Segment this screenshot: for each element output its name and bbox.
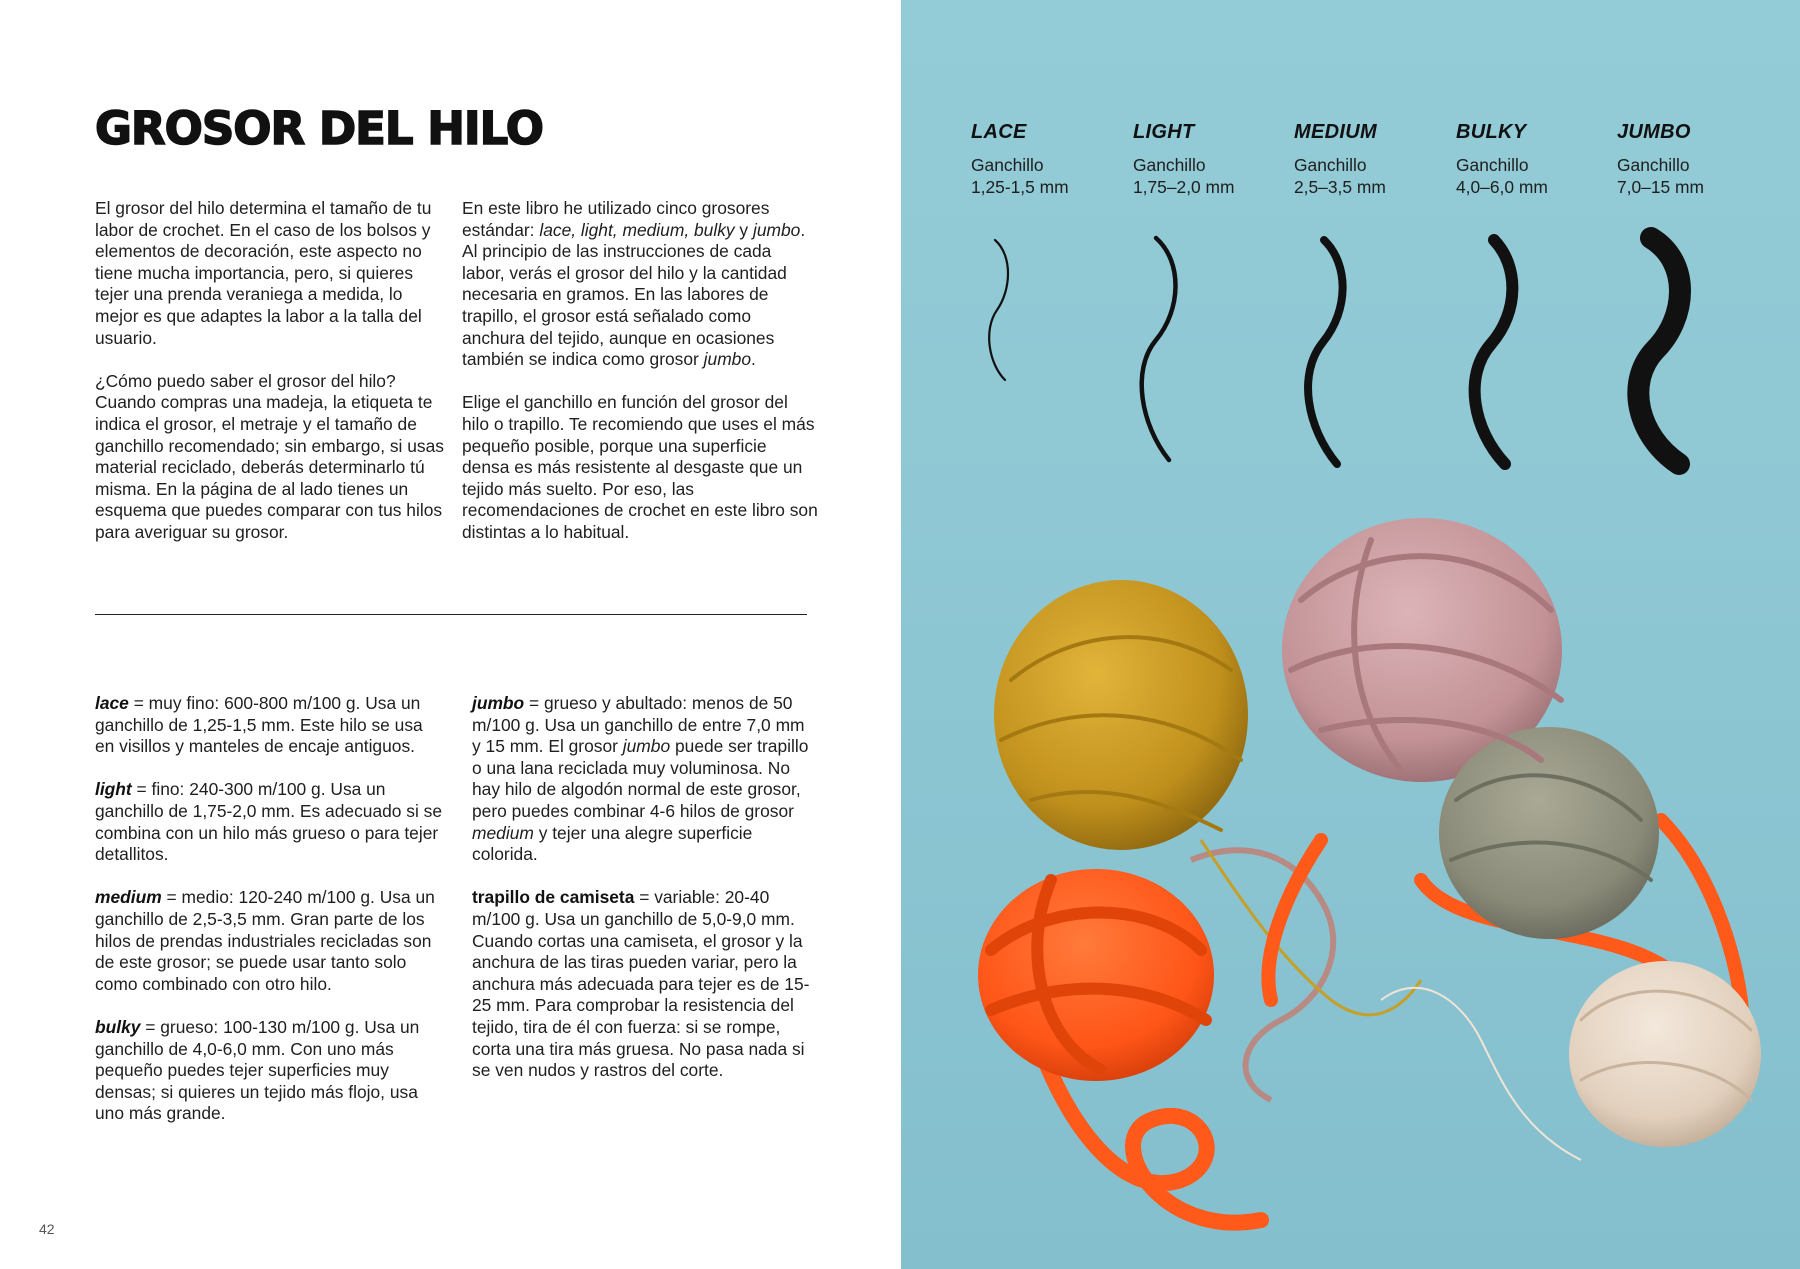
weight-hook-size: 1,75–2,0 mm [1133, 177, 1235, 197]
intro-right-column [462, 198, 818, 544]
intro-paragraph: ¿Cómo puedo saber el grosor del hilo? Cuando compras una madeja, la etiqueta te indica el grosor, el metraje y el tamaño de ganchillo recomendado; sin embargo, si usas material reciclado, deberás determinarlo tú misma. En la página de al lado tienes un esquema que puedes comparar con tus hilos para averiguar su grosor. [95, 370, 444, 542]
definition-light: light = fino: 240-300 m/100 g. Usa un ganchillo de 1,75-2,0 mm. Es adecuado si se combina con un hilo más grueso o para tejer detallitos. [95, 779, 443, 865]
section-divider [95, 614, 807, 615]
intro-left-column [95, 198, 445, 544]
intro-paragraph: Elige el ganchillo en función del grosor del hilo o trapillo. Te recomiendo que uses el más pequeño posible, porque una superficie densa es más resistente al desgaste que un tejido más suelto. Por eso, las recomendaciones de crochet en este libro son distintas a lo habitual. [462, 392, 818, 542]
yarn-balls-photo [901, 480, 1800, 1269]
weight-hook-label: Ganchillo [1617, 155, 1690, 175]
squiggle-medium-icon [1308, 240, 1343, 464]
squiggle-jumbo-icon [1638, 238, 1680, 464]
weight-name: BULKY [1456, 121, 1527, 143]
right-page [901, 0, 1800, 1269]
weight-hook-label: Ganchillo [1456, 155, 1529, 175]
definition-lace: lace = muy fino: 600-800 m/100 g. Usa un ganchillo de 1,25-1,5 mm. Este hilo se usa en visillos y manteles de encaje antiguos. [95, 693, 423, 757]
yarn-ball-cream [1569, 961, 1761, 1147]
page-title: GROSOR DEL HILO [95, 102, 543, 155]
loose-cream-thread [1381, 988, 1581, 1160]
weight-hook-size: 4,0–6,0 mm [1456, 177, 1548, 197]
weight-hook-label: Ganchillo [1294, 155, 1367, 175]
thread-thickness-illustration [901, 0, 1800, 500]
intro-paragraph: El grosor del hilo determina el tamaño de tu labor de crochet. En el caso de los bolsos y elementos de decoración, este aspecto no tiene mucha importancia, pero, si quieres tejer una prenda veraniega a medida, lo mejor es que adaptes la labor a la talla del usuario. [95, 198, 432, 348]
weight-name: LACE [971, 121, 1027, 143]
yarn-ball-orange [978, 869, 1214, 1081]
squiggle-bulky-icon [1475, 240, 1513, 464]
weight-hook-size: 2,5–3,5 mm [1294, 177, 1386, 197]
squiggle-light-icon [1142, 238, 1176, 460]
intro-paragraph: En este libro he utilizado cinco grosores estándar: lace, light, medium, bulky y jumbo. Al principio de las instrucciones de cada labor, verás el grosor del hilo y la cantidad necesaria en gramos. En las labores de trapillo, el grosor está señalado como anchura del tejido, aunque en ocasiones también se indica como grosor jumbo. [462, 198, 806, 370]
definition-bulky: bulky = grueso: 100-130 m/100 g. Usa un ganchillo de 4,0-6,0 mm. Con uno más pequeño puedes tejer superficies muy densas; si quieres un tejido más flojo, usa uno más grande. [95, 1016, 420, 1124]
definitions-left-column [95, 693, 445, 1125]
definition-trapillo: trapillo de camiseta = variable: 20-40 m/100 g. Usa un ganchillo de 5,0-9,0 mm. Cuando cortas una camiseta, el grosor y la anchura de las tiras pueden variar, pero la anchura más adecuada para tejer es de 15-25 mm. Para comprobar la resistencia del tejido, tira de él con fuerza: si se rompe, corta una tira más gruesa. No pasa nada si se ven nudos y rastros del corte. [472, 887, 810, 1081]
definition-jumbo: jumbo = grueso y abultado: menos de 50 m/100 g. Usa un ganchillo de entre 7,0 mm y 15 mm. El grosor jumbo puede ser trapillo o una lana reciclada muy voluminosa. No hay hilo de algodón normal de este grosor, pero puedes combinar 4-6 hilos de grosor medium y tejer una alegre superficie colorida. [472, 693, 809, 865]
weight-name: LIGHT [1133, 121, 1195, 143]
weight-hook-label: Ganchillo [1133, 155, 1206, 175]
weight-hook-size: 1,25-1,5 mm [971, 177, 1069, 197]
yarn-ball-grey [1439, 727, 1659, 939]
page-number: 42 [39, 1221, 55, 1237]
weight-hook-label: Ganchillo [971, 155, 1044, 175]
definition-medium: medium = medio: 120-240 m/100 g. Usa un ganchillo de 2,5-3,5 mm. Gran parte de los hilos de prendas industriales recicladas son de este grosor; se puede usar tanto solo como combinado con otro hilo. [95, 887, 435, 994]
weight-name: MEDIUM [1294, 121, 1377, 143]
squiggle-lace-icon [989, 240, 1008, 380]
weight-hook-size: 7,0–15 mm [1617, 177, 1704, 197]
definitions-right-column [472, 693, 812, 1082]
weight-name: JUMBO [1617, 121, 1691, 143]
